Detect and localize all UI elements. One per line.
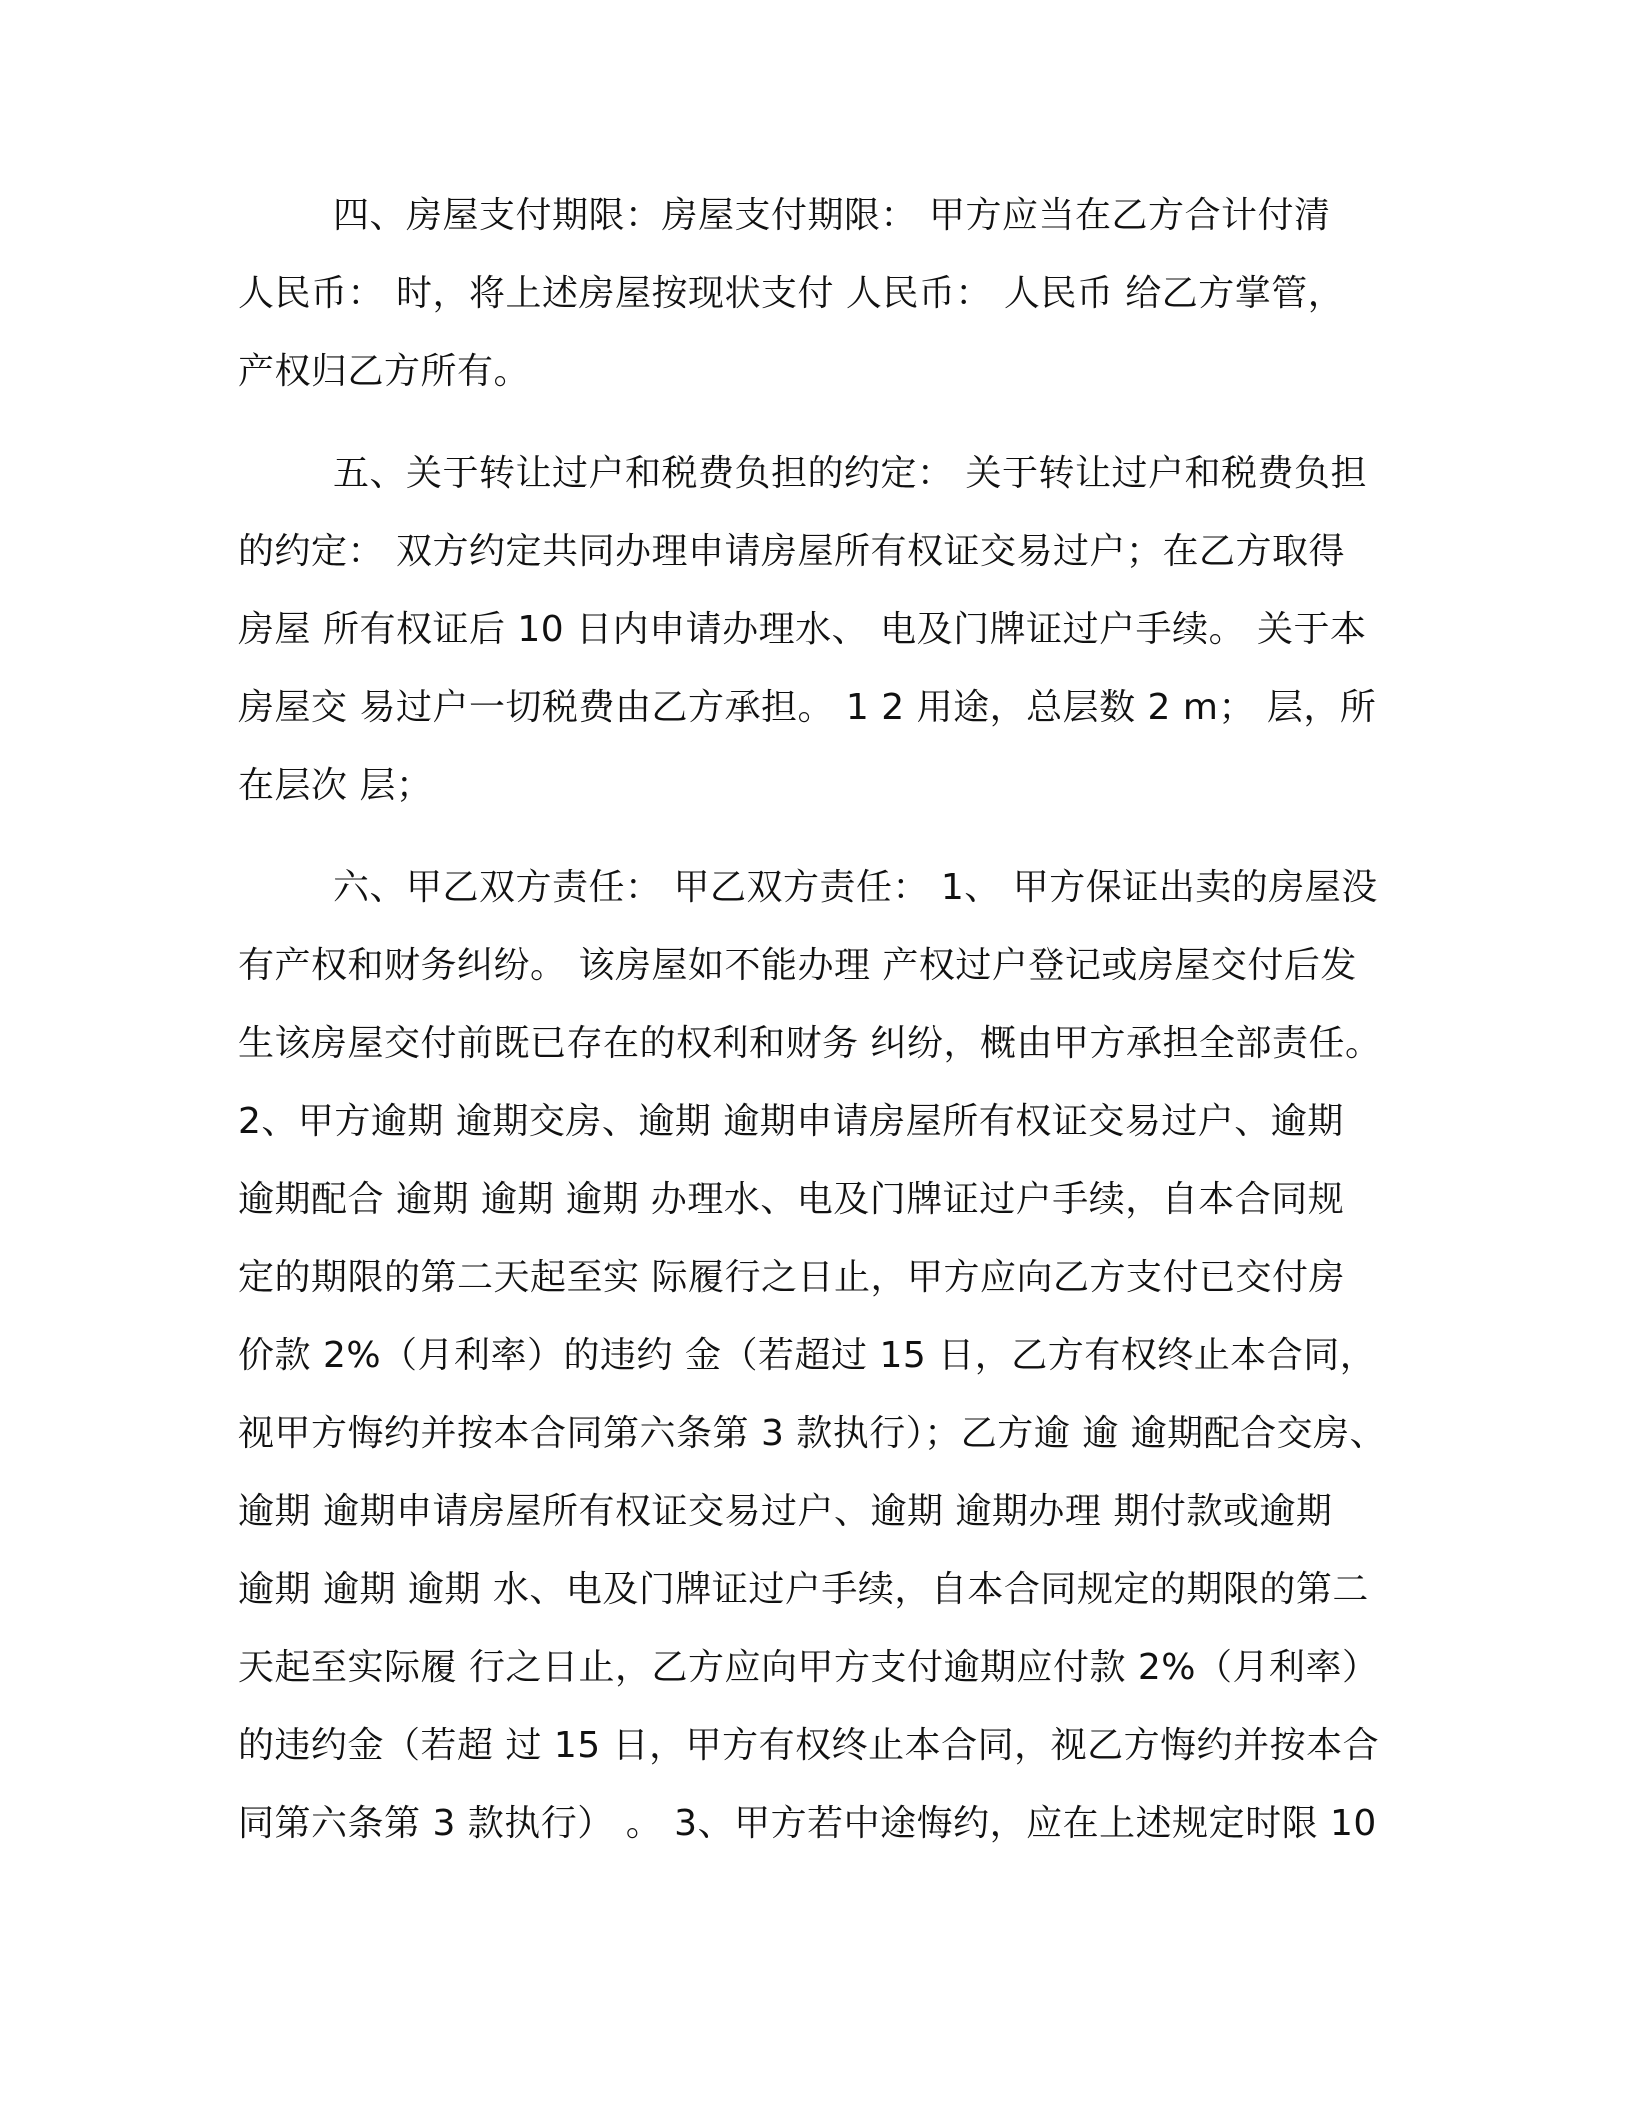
- paragraph-line: 六、甲乙双方责任： 甲乙双方责任： 1、 甲方保证出卖的房屋没: [333, 867, 1378, 908]
- paragraph-line: 逾期 逾期 逾期 水、电及门牌证过户手续，自本合同规定的期限的第二: [238, 1569, 1369, 1610]
- paragraph-line: 人民币： 时，将上述房屋按现状支付 人民币： 人民币 给乙方掌管，: [238, 273, 1345, 314]
- paragraph-line: 视甲方悔约并按本合同第六条第 3 款执行）；乙方逾 逾 逾期配合交房、: [238, 1413, 1387, 1454]
- paragraph-line: 天起至实际履 行之日止，乙方应向甲方支付逾期应付款 2%（月利率）: [238, 1647, 1379, 1688]
- paragraph-line: 在层次 层；: [238, 765, 433, 806]
- paragraph-line: 四、房屋支付期限：房屋支付期限： 甲方应当在乙方合计付清: [333, 195, 1331, 236]
- paragraph-line: 逾期 逾期申请房屋所有权证交易过户、逾期 逾期办理 期付款或逾期: [238, 1491, 1333, 1532]
- paragraph-line: 逾期配合 逾期 逾期 逾期 办理水、电及门牌证过户手续，自本合同规: [238, 1179, 1345, 1220]
- paragraph-line: 生该房屋交付前既已存在的权利和财务 纠纷，概由甲方承担全部责任。: [238, 1023, 1382, 1064]
- paragraph-line: 价款 2%（月利率）的违约 金（若超过 15 日，乙方有权终止本合同，: [238, 1335, 1377, 1376]
- paragraph-line: 的违约金（若超 过 15 日，甲方有权终止本合同，视乙方悔约并按本合: [238, 1725, 1380, 1766]
- paragraph-line: 房屋交 易过户一切税费由乙方承担。 1 2 用途，总层数 2 m； 层，所: [238, 687, 1377, 728]
- paragraph-line: 房屋 所有权证后 10 日内申请办理水、 电及门牌证过户手续。 关于本: [238, 609, 1367, 650]
- paragraph-line: 的约定： 双方约定共同办理申请房屋所有权证交易过户；在乙方取得: [238, 531, 1345, 572]
- paragraph-line: 2、甲方逾期 逾期交房、逾期 逾期申请房屋所有权证交易过户、逾期: [238, 1101, 1344, 1142]
- paragraph-line: 有产权和财务纠纷。 该房屋如不能办理 产权过户登记或房屋交付后发: [238, 945, 1357, 986]
- paragraph-line: 同第六条第 3 款执行） 。 3、甲方若中途悔约，应在上述规定时限 10: [238, 1803, 1377, 1844]
- paragraph-line: 定的期限的第二天起至实 际履行之日止，甲方应向乙方支付已交付房: [238, 1257, 1345, 1298]
- paragraph-line: 产权归乙方所有。: [238, 351, 531, 392]
- paragraph-line: 五、关于转让过户和税费负担的约定： 关于转让过户和税费负担: [333, 453, 1367, 494]
